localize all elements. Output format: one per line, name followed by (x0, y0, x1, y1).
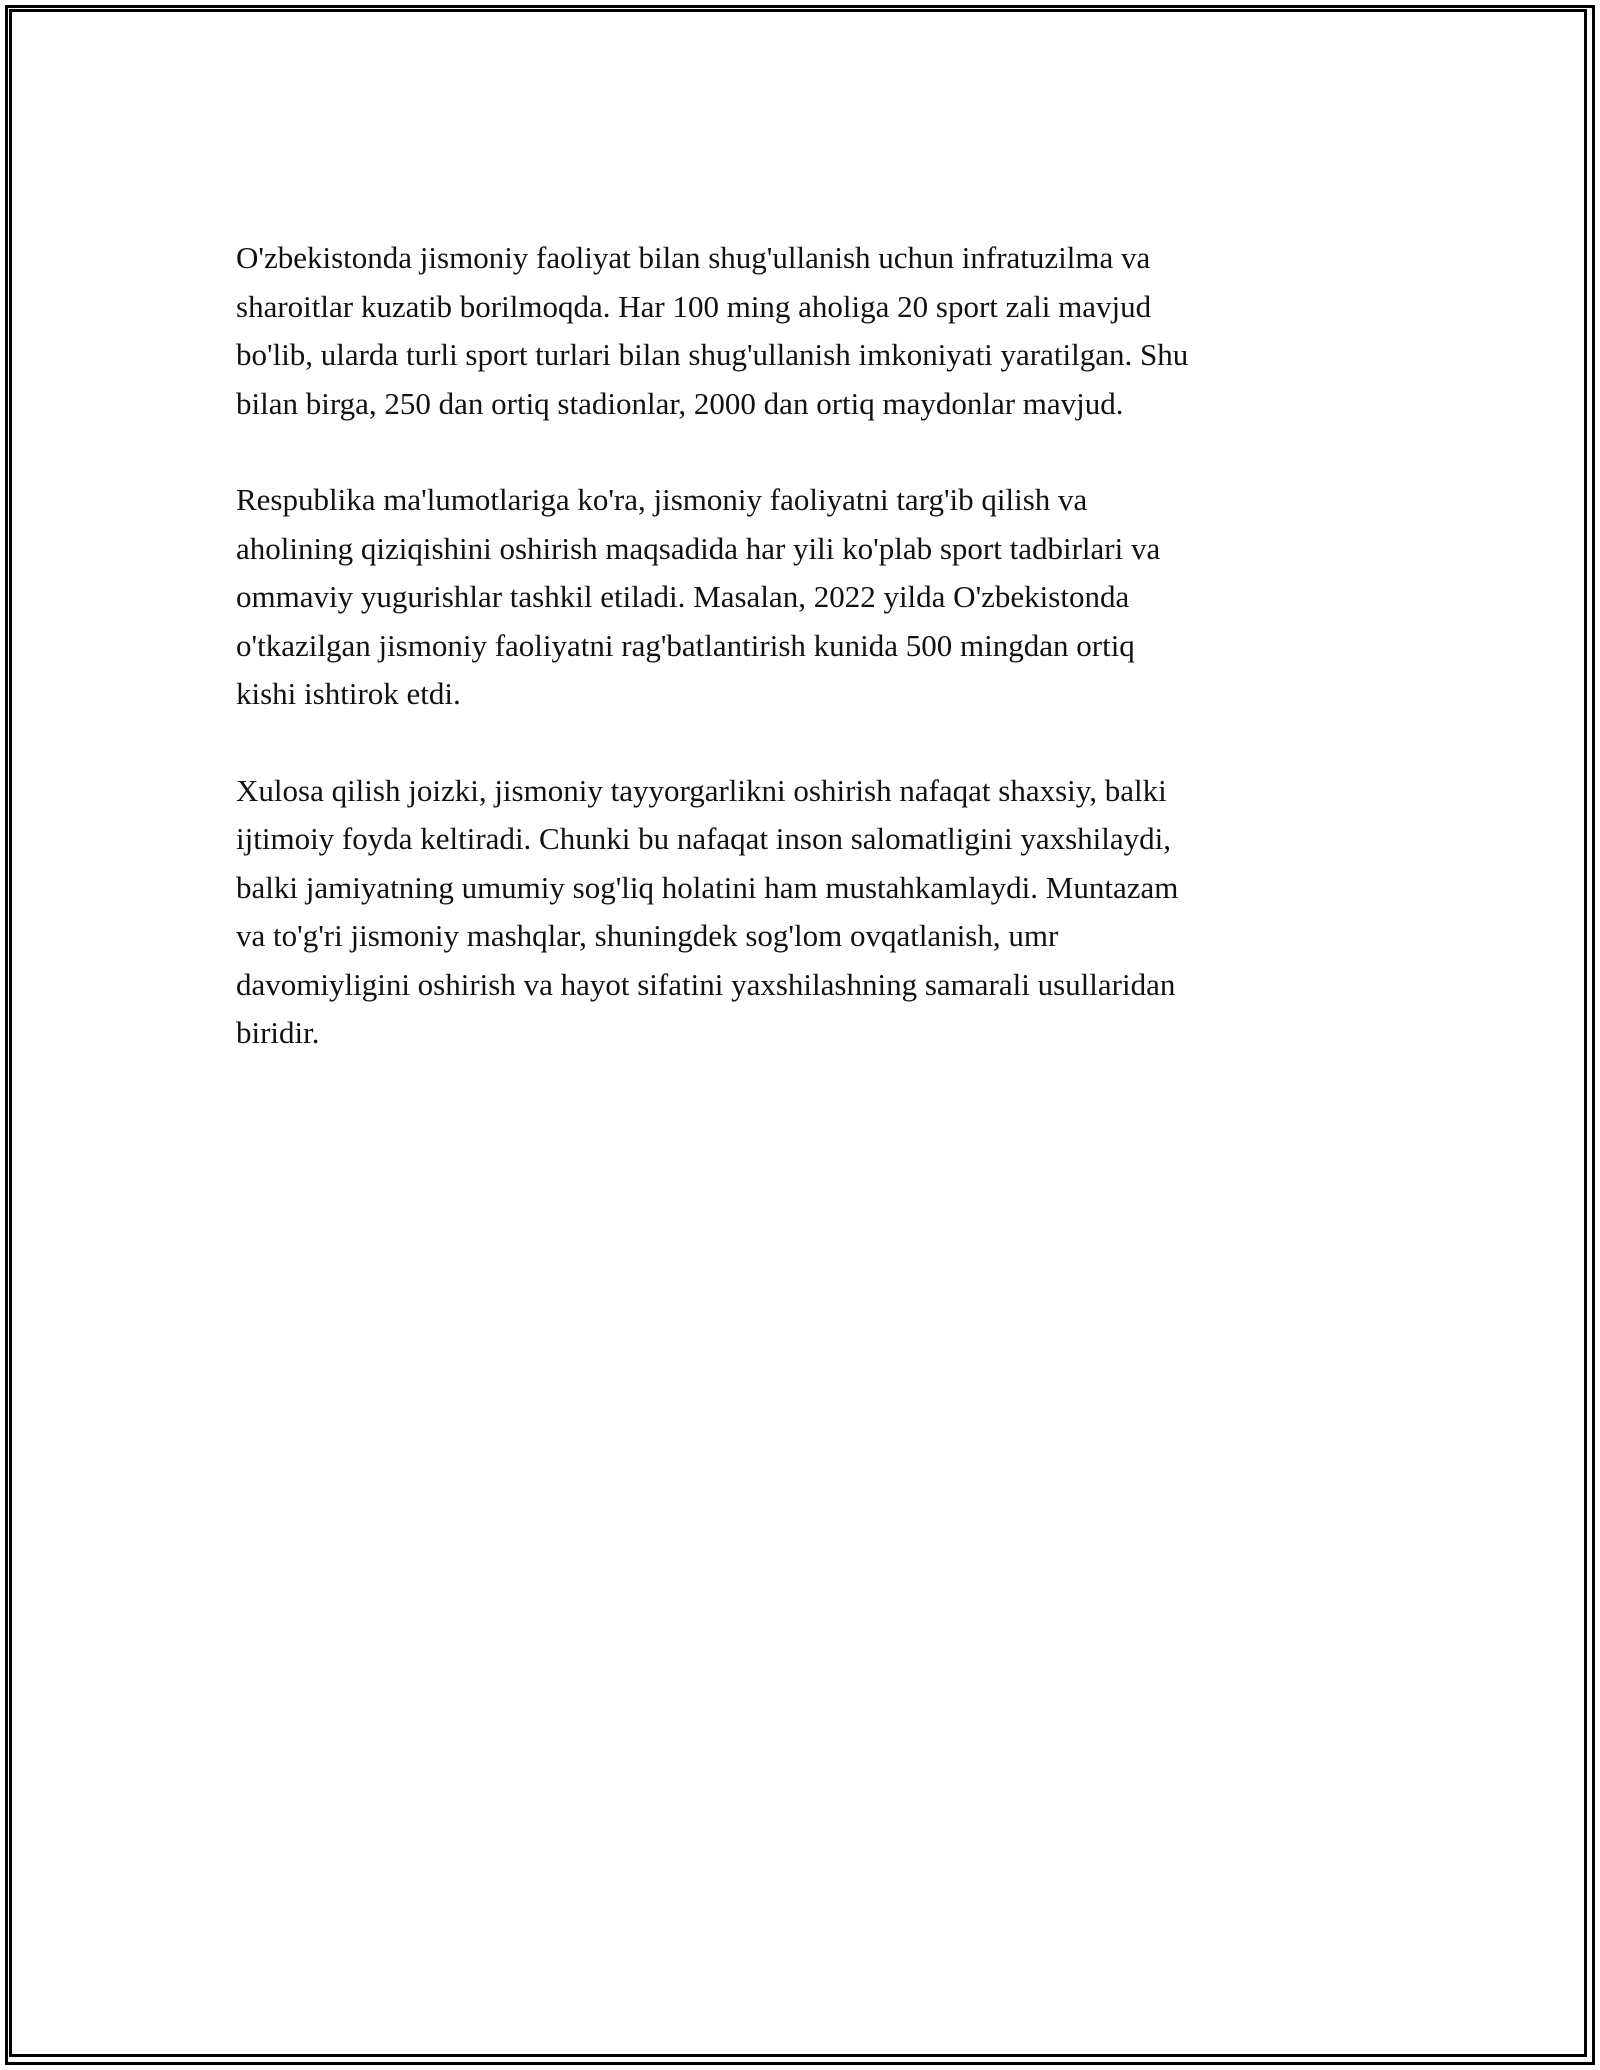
paragraph-conclusion: Xulosa qilish joizki, jismoniy tayyorgarlikni oshirish nafaqat shaxsiy, balki ijtimoiy foyda keltiradi. Chunki bu nafaqat inson salomatligini yaxshilaydi, balki jamiyatning umumiy sog'liq holatini ham mustahkamlaydi. Muntazam va to'g'ri jismoniy mashqlar, shuningdek sog'lom ovqatlanish, umr davomiyligini oshirish va hayot sifatini yaxshilashning samarali usullaridan biridir. (236, 772, 1179, 1050)
paragraph-infrastructure: O'zbekistonda jismoniy faoliyat bilan shug'ullanish uchun infratuzilma va sharoitlar kuzatib borilmoqda. Har 100 ming aholiga 20 sport zali mavjud bo'lib, ularda turli sport turlari bilan shug'ullanish imkoniyati yaratilgan. Shu bilan birga, 250 dan ortiq stadionlar, 2000 dan ortiq maydonlar mavjud. (236, 240, 1189, 421)
paragraph-events: Respublika ma'lumotlariga ko'ra, jismoniy faoliyatni targ'ib qilish va aholining qiziqishini oshirish maqsadida har yili ko'plab sport tadbirlari va ommaviy yugurishlar tashkil etiladi. Masalan, 2022 yilda O'zbekistonda o'tkazilgan jismoniy faoliyatni rag'batlantirish kunida 500 mingdan ortiq kishi ishtirok etdi. (236, 482, 1161, 711)
document-body (236, 234, 1376, 1106)
